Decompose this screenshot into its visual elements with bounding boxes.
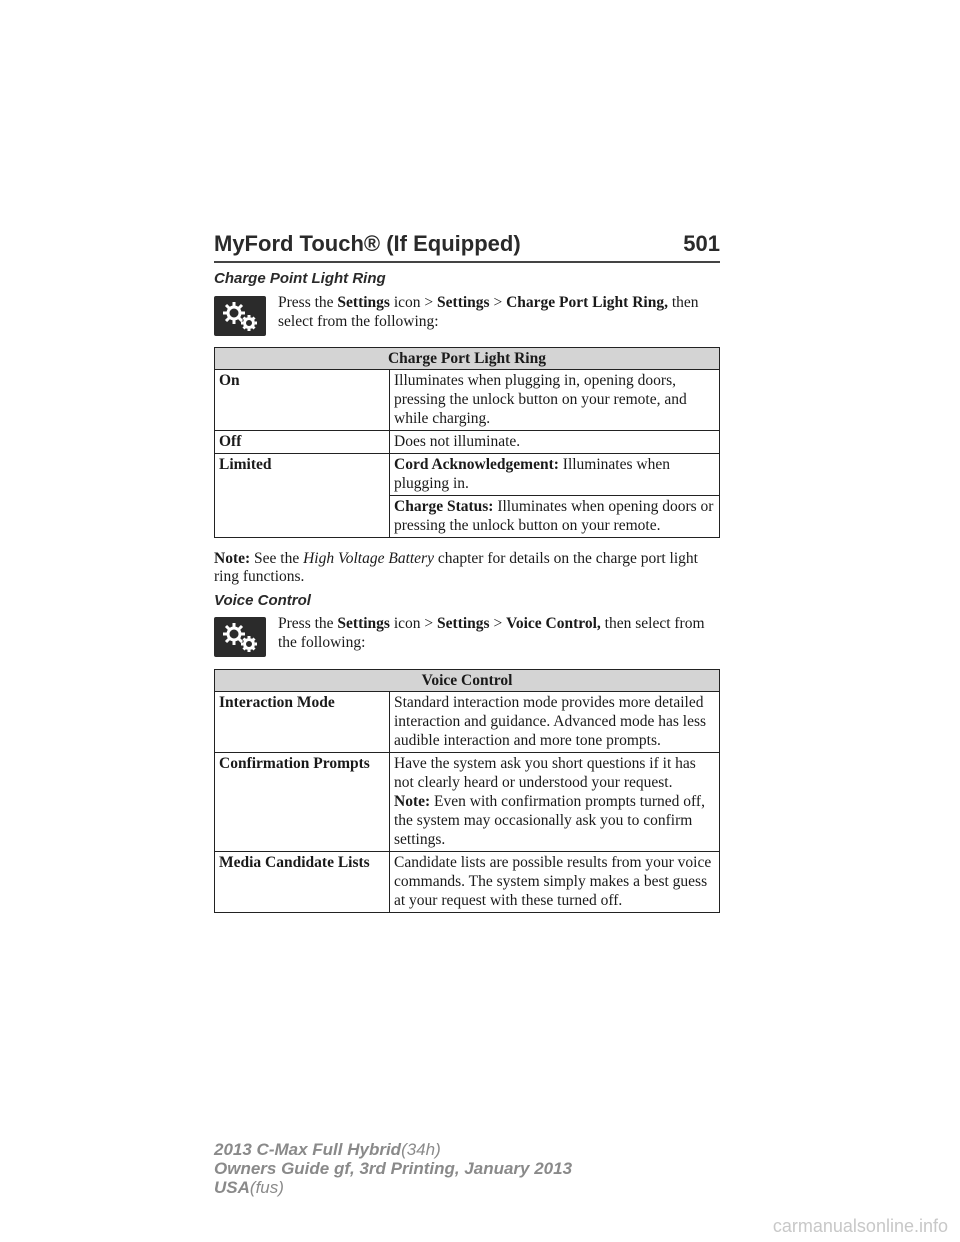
row-desc: Cord Acknowledgement: Illuminates when plugging in. [390, 454, 720, 496]
table-row [215, 852, 720, 913]
row-label: Interaction Mode [215, 692, 390, 753]
settings-gear-icon [214, 296, 266, 336]
row-label: Media Candidate Lists [215, 852, 390, 913]
row-label: On [215, 370, 390, 431]
charge-port-note: Note: See the High Voltage Battery chapter for details on the charge port light ring functions. [214, 550, 698, 585]
charge-port-light-ring-table [214, 347, 720, 538]
row-desc: Charge Status: Illuminates when opening doors or pressing the unlock button on your remote. [390, 496, 720, 538]
settings-gear-icon [214, 617, 266, 657]
site-watermark: carmanualsonline.info [772, 1216, 948, 1236]
row-desc: Does not illuminate. [390, 431, 720, 454]
row-desc: Illuminates when plugging in, opening doors, pressing the unlock button on your remote, and while charging. [390, 370, 720, 431]
row-label: Off [215, 431, 390, 454]
header-rule [214, 261, 720, 263]
table-row [215, 454, 720, 496]
page-header [214, 231, 720, 257]
row-label: Limited [215, 454, 390, 538]
charge-port-intro: Press the Settings icon > Settings > Charge Port Light Ring, then select from the following: [278, 294, 699, 330]
row-desc: Standard interaction mode provides more detailed interaction and guidance. Advanced mode has less audible interaction and more tone prompts. [390, 692, 720, 753]
table-header-row [215, 348, 720, 370]
table-title: Charge Port Light Ring [215, 348, 720, 370]
page-number: 501 [683, 231, 720, 256]
settings-icon-ref: Settings [337, 294, 390, 311]
voice-control-intro: Press the Settings icon > Settings > Voice Control, then select from the following: [278, 615, 705, 651]
table-row [215, 753, 720, 852]
table-row [215, 370, 720, 431]
table-header-row [215, 670, 720, 692]
section-heading-voice-control: Voice Control [214, 592, 311, 609]
chapter-ref: High Voltage Battery [303, 550, 434, 567]
table-title: Voice Control [215, 670, 720, 692]
page-title: MyFord Touch® (If Equipped) [214, 231, 521, 256]
settings-icon-ref: Settings [337, 615, 390, 632]
section-heading-charge-point: Charge Point Light Ring [214, 270, 386, 287]
voice-control-table [214, 669, 720, 913]
row-desc: Have the system ask you short questions if it has not clearly heard or understood your request. Note: Even with confirmation prompts turned off, the system may occasionally ask you to confirm settings. [390, 753, 720, 852]
row-label: Confirmation Prompts [215, 753, 390, 852]
document-footer: 2013 C-Max Full Hybrid(34h) Owners Guide gf, 3rd Printing, January 2013 USA(fus) [214, 1140, 573, 1197]
table-row [215, 692, 720, 753]
row-desc: Candidate lists are possible results from your voice commands. The system simply makes a best guess at your request with these turned off. [390, 852, 720, 913]
table-row [215, 431, 720, 454]
